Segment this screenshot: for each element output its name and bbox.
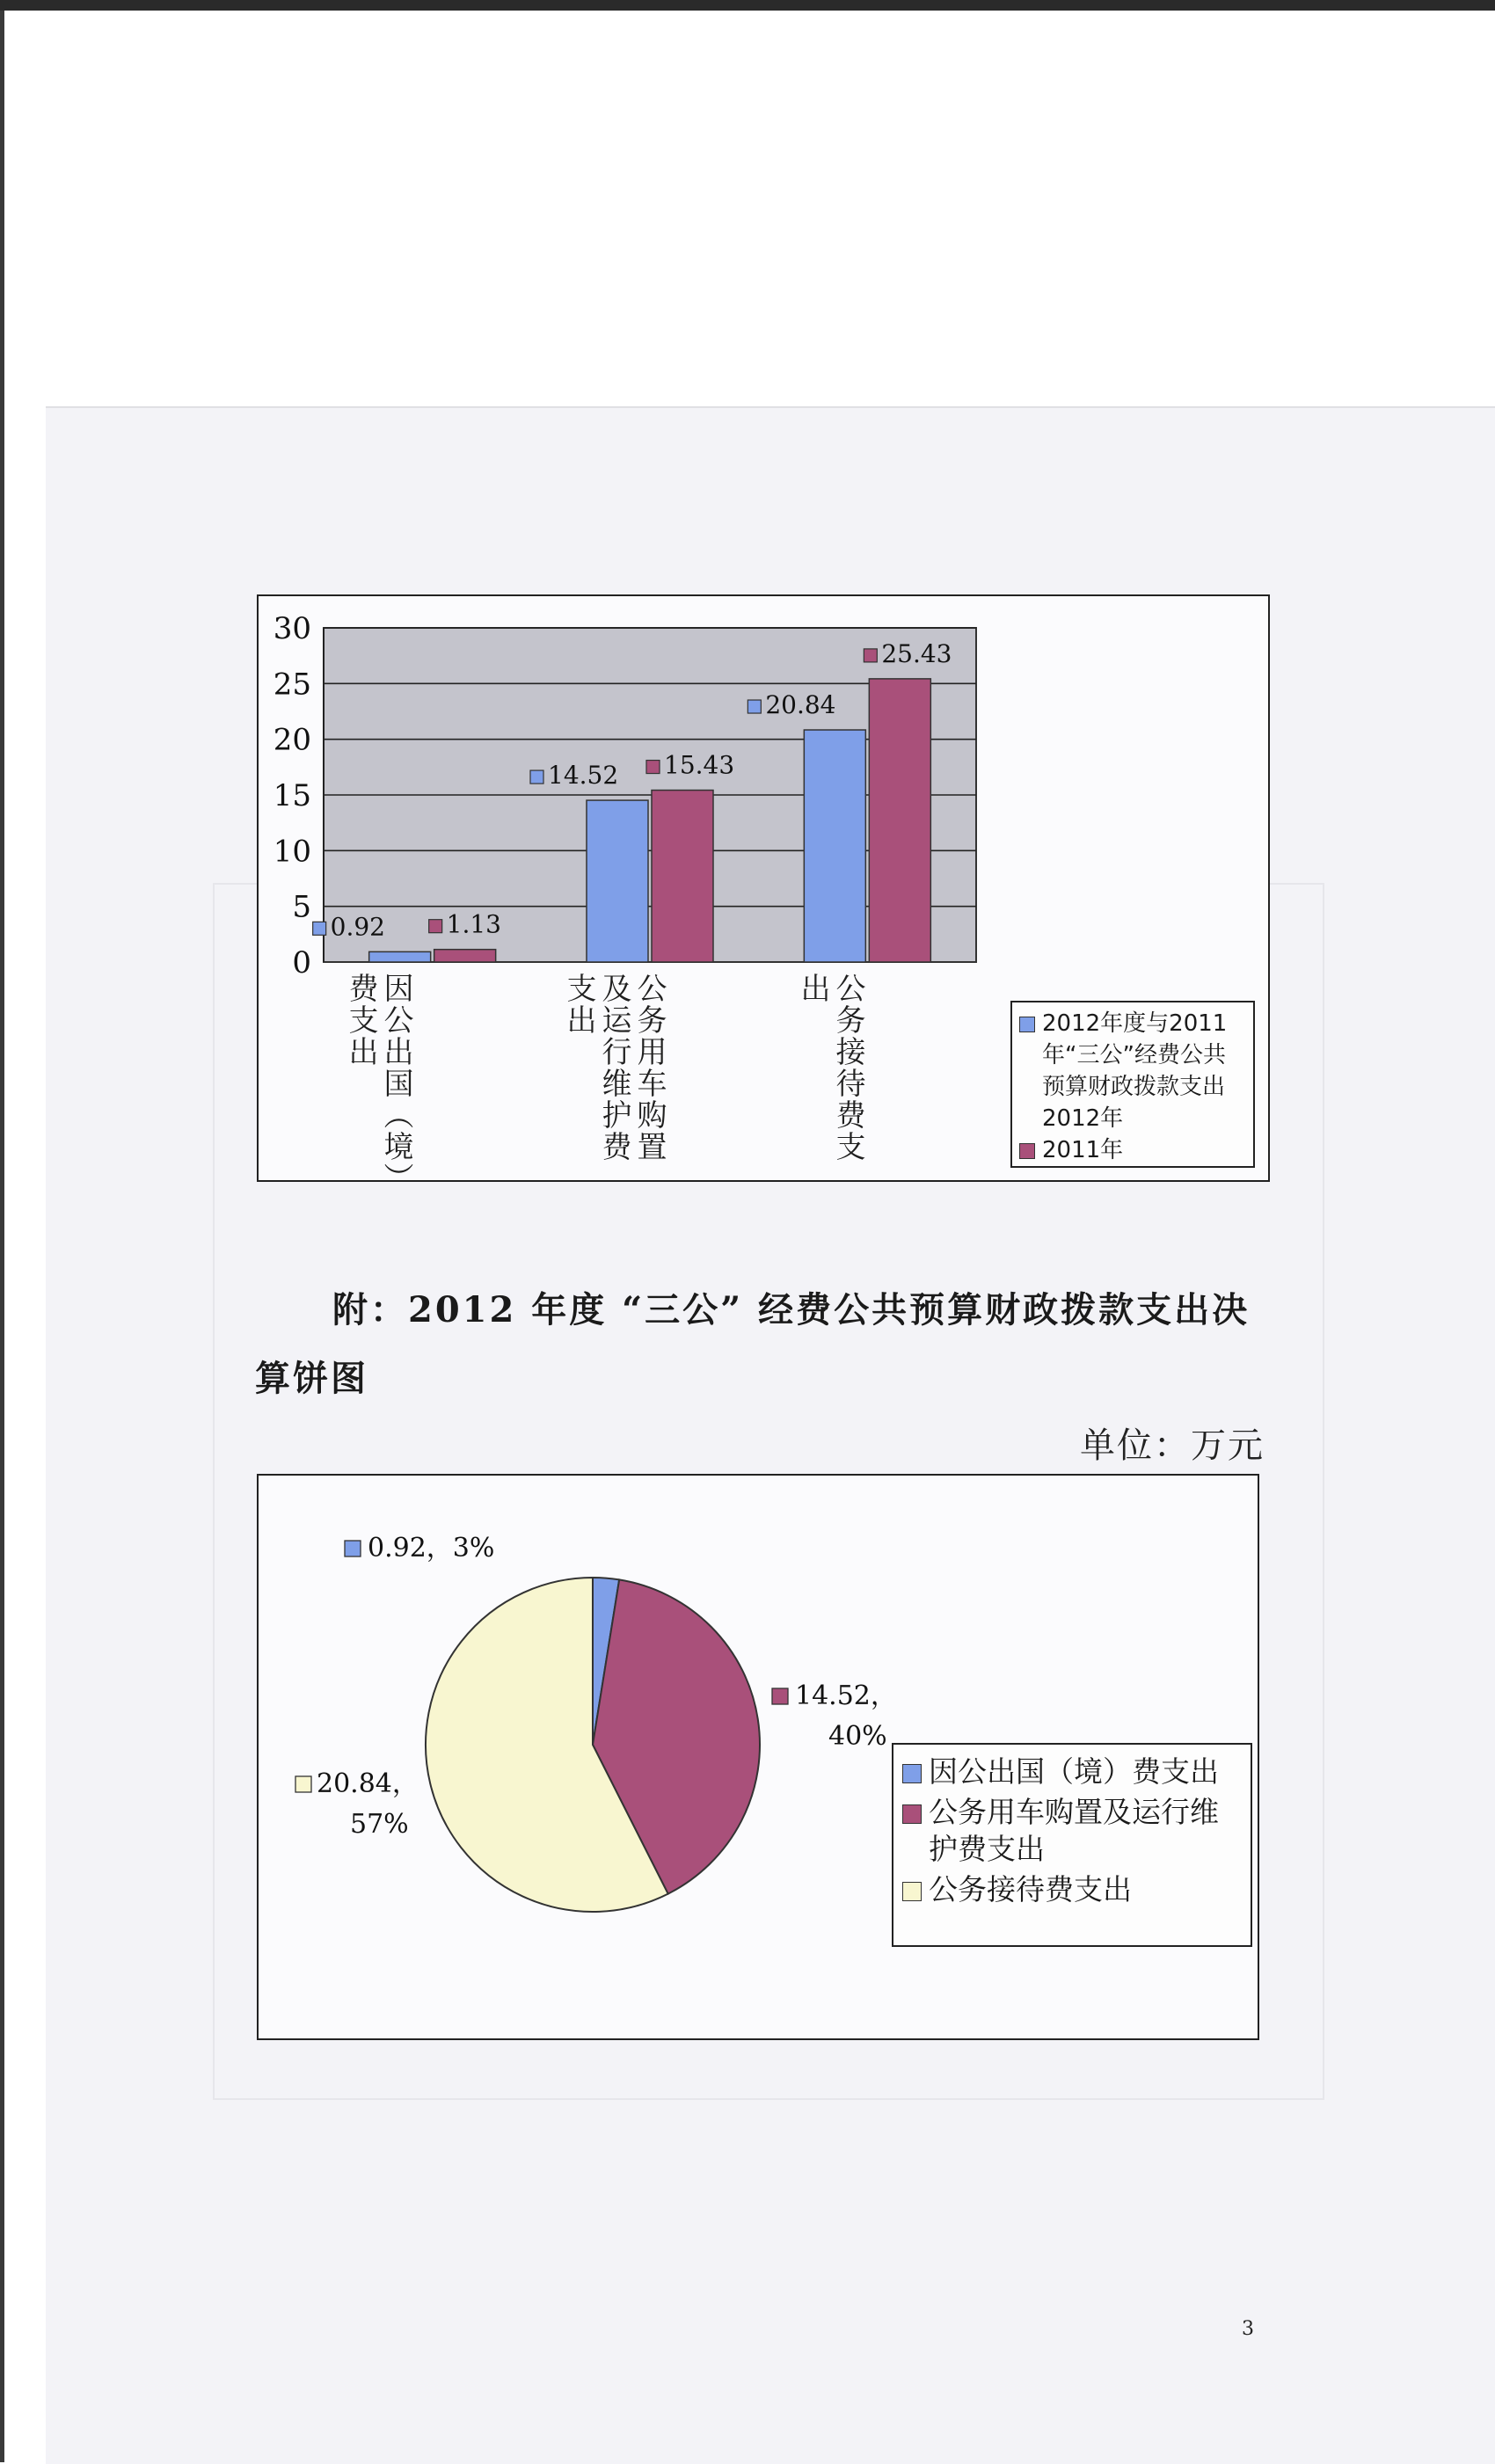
y-tick-label: 15 <box>273 778 311 813</box>
data-label-swatch-icon <box>530 770 543 784</box>
data-label-swatch-icon <box>748 700 761 713</box>
bar-data-label: 20.84 <box>765 690 836 720</box>
bar-legend-label-2012: 2012年度与2011年“三公”经费公共预算财政拨款支出 2012年 <box>1042 1010 1228 1132</box>
blue-swatch-icon <box>902 1764 922 1783</box>
pie-legend-item-travel <box>902 1753 1242 1790</box>
scan-top-edge <box>0 0 1495 11</box>
data-label-swatch-icon <box>646 761 660 774</box>
bar-category-label-2: 公务用车购置及运行维护费支出 <box>561 973 667 1163</box>
red-swatch-icon <box>1019 1143 1035 1159</box>
pie-legend-item-vehicle <box>902 1794 1242 1868</box>
pie-label-swatch-icon <box>295 1776 311 1792</box>
bar-data-label: 1.13 <box>446 909 502 939</box>
pie-data-label-reception-value: 20.84， <box>317 1768 419 1799</box>
bar-data-label: 15.43 <box>664 750 735 780</box>
pie-chart-panel <box>257 1474 1259 2040</box>
pie-legend-label-travel: 因公出国（境）费支出 <box>929 1754 1219 1789</box>
bar-category-label-1: 因公出国（境）费支出 <box>343 973 413 1179</box>
bar-2012-3 <box>804 730 865 962</box>
bar-2012-2 <box>587 800 648 962</box>
bar-data-label: 0.92 <box>330 912 386 942</box>
bar-legend-item-2012 <box>1019 1008 1246 1134</box>
bar-chart-legend <box>1010 1001 1255 1168</box>
pie-legend-label-reception: 公务接待费支出 <box>929 1872 1132 1906</box>
bar-2011-1 <box>434 950 496 962</box>
pie-data-label-travel: 0.92，3% <box>368 1533 495 1564</box>
cream-swatch-icon <box>902 1882 922 1901</box>
section-heading-line-2: 算饼图 <box>255 1358 368 1399</box>
y-tick-label: 5 <box>292 889 311 925</box>
data-label-swatch-icon <box>429 920 442 933</box>
data-label-swatch-icon <box>864 649 877 662</box>
y-tick-label: 25 <box>273 667 311 703</box>
bar-2012-1 <box>369 951 431 962</box>
bar-legend-item-2011 <box>1019 1134 1246 1166</box>
pie-legend-item-reception <box>902 1871 1242 1908</box>
y-tick-label: 20 <box>273 722 311 758</box>
bar-2011-2 <box>652 791 713 962</box>
y-tick-label: 30 <box>273 611 311 646</box>
pie-label-swatch-icon <box>345 1541 361 1556</box>
y-tick-label: 10 <box>273 834 311 870</box>
blue-swatch-icon <box>1019 1017 1035 1032</box>
bar-data-label: 14.52 <box>548 761 619 791</box>
pie-data-label-vehicle-value: 14.52， <box>795 1680 897 1711</box>
bar-category-label-3: 公务接待费支出 <box>795 973 865 1163</box>
pie-data-label-vehicle-pct: 40% <box>828 1721 887 1752</box>
bar-legend-label-2011: 2011年 <box>1042 1137 1124 1163</box>
pie-data-label-reception-pct: 57% <box>350 1809 409 1840</box>
section-heading-line-1: 附：2012 年度 “三公” 经费公共预算财政拨款支出决 <box>332 1289 1251 1330</box>
page-number: 3 <box>1242 2318 1254 2340</box>
pie-label-swatch-icon <box>772 1688 788 1704</box>
red-swatch-icon <box>902 1804 922 1824</box>
unit-label: 单位：万元 <box>1080 1425 1265 1466</box>
bar-2011-3 <box>869 679 930 962</box>
pie-chart-legend <box>892 1743 1252 1947</box>
pie-legend-label-vehicle: 公务用车购置及运行维护费支出 <box>929 1795 1219 1866</box>
data-label-swatch-icon <box>313 922 326 935</box>
y-tick-label: 0 <box>292 945 311 980</box>
scan-left-edge <box>0 11 4 2462</box>
bar-data-label: 25.43 <box>881 638 952 668</box>
bar-chart-panel <box>257 594 1270 1182</box>
